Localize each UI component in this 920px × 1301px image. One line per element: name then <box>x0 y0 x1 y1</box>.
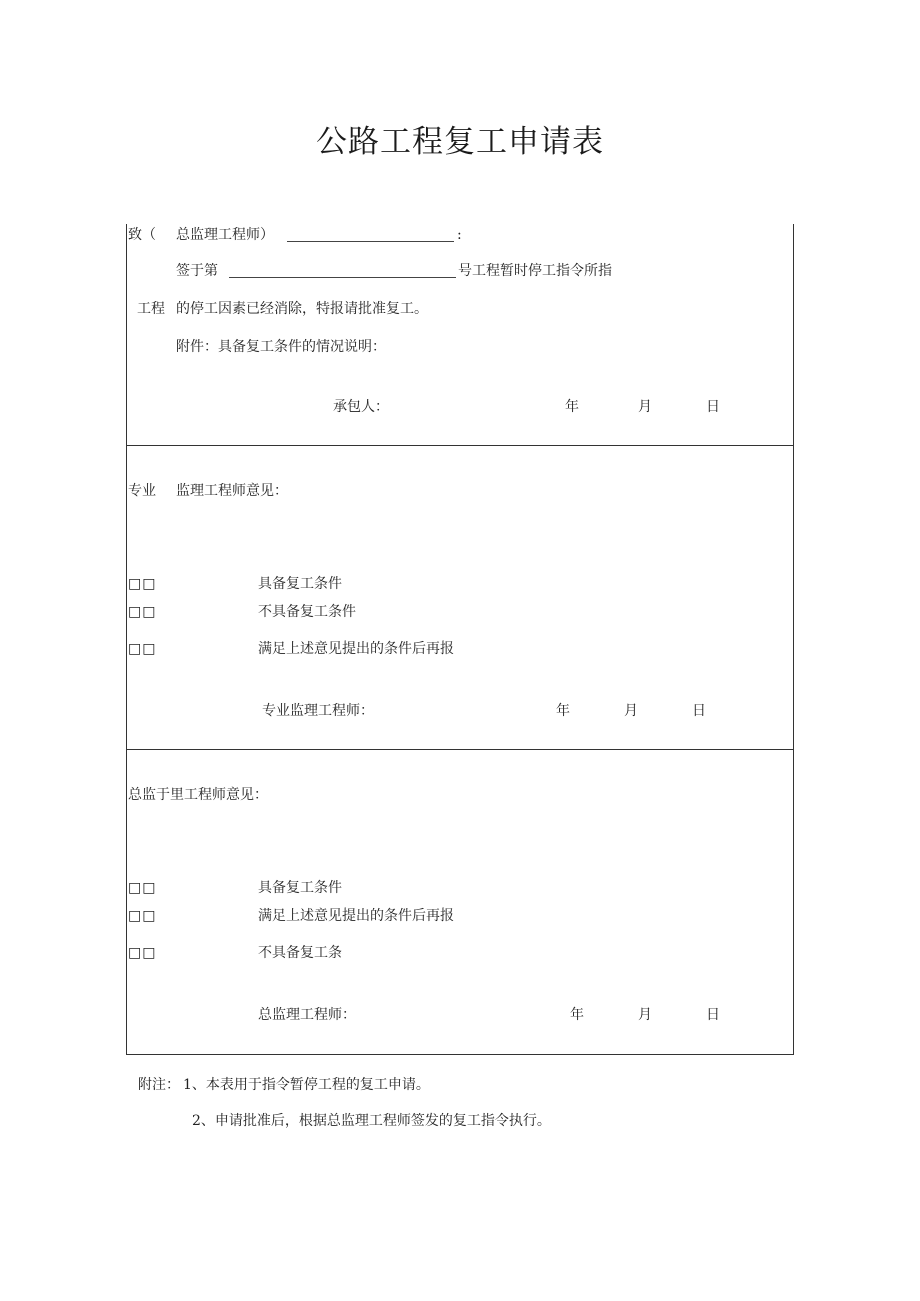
section-divider-1 <box>126 445 794 446</box>
note-2: 2、申请批准后，根据总监理工程师签发的复工指令执行。 <box>192 1113 551 1129</box>
table-bottom-border <box>126 1054 794 1055</box>
contractor-month: 月 <box>638 399 652 415</box>
option-not-ready-label: 不具备复工条件 <box>258 604 356 620</box>
chief-year: 年 <box>570 1007 584 1023</box>
option-resubmit-label: 满足上述意见提出的条件后再报 <box>258 641 454 657</box>
chief-option-not-ready-label: 不具备复工条 <box>258 945 342 961</box>
note-1: 1、本表用于指令暂停工程的复工申请。 <box>183 1077 430 1093</box>
chief-option-resubmit-label: 满足上述意见提出的条件后再报 <box>258 908 454 924</box>
to-suffix: : <box>457 227 462 243</box>
order-number-field[interactable] <box>229 263 456 278</box>
recipient-name-field[interactable] <box>287 227 454 242</box>
to-role: 总监理工程师） <box>176 227 274 243</box>
opinion-prefix: 专业 <box>128 483 156 499</box>
chief-signer-label: 总监理工程师： <box>258 1007 356 1023</box>
sign-suffix: 号工程暂时停工指令所指 <box>458 263 612 279</box>
chief-opinion-label: 总监于里工程师意见： <box>128 787 268 803</box>
specialist-signer-label: 专业监理工程师： <box>262 703 374 719</box>
checkbox-not-ready[interactable]: □□ <box>128 604 157 620</box>
project-label: 工程 <box>137 301 165 317</box>
specialist-day: 日 <box>692 703 706 719</box>
chief-month: 月 <box>638 1007 652 1023</box>
chief-day: 日 <box>706 1007 720 1023</box>
sign-prefix: 签于第 <box>176 263 218 279</box>
notes-prefix: 附注： <box>138 1077 180 1093</box>
checkbox-chief-ready[interactable]: □□ <box>128 880 157 896</box>
contractor-label: 承包人： <box>333 399 389 415</box>
checkbox-ready[interactable]: □□ <box>128 576 157 592</box>
contractor-year: 年 <box>565 399 579 415</box>
table-left-border <box>126 224 127 1055</box>
opinion-label: 监理工程师意见： <box>176 483 288 499</box>
page-title: 公路工程复工申请表 <box>316 124 604 160</box>
chief-option-ready-label: 具备复工条件 <box>258 880 342 896</box>
checkbox-resubmit[interactable]: □□ <box>128 641 157 657</box>
checkbox-chief-resubmit[interactable]: □□ <box>128 908 157 924</box>
specialist-year: 年 <box>556 703 570 719</box>
section-divider-2 <box>126 749 794 750</box>
option-ready-label: 具备复工条件 <box>258 576 342 592</box>
specialist-month: 月 <box>624 703 638 719</box>
reason-text: 的停工因素已经消除，特报请批准复工。 <box>176 301 428 317</box>
table-right-border <box>793 224 794 1055</box>
contractor-day: 日 <box>706 399 720 415</box>
to-prefix: 致（ <box>128 227 156 243</box>
checkbox-chief-not-ready[interactable]: □□ <box>128 945 157 961</box>
attachment-text: 附件：具备复工条件的情况说明： <box>176 339 386 355</box>
